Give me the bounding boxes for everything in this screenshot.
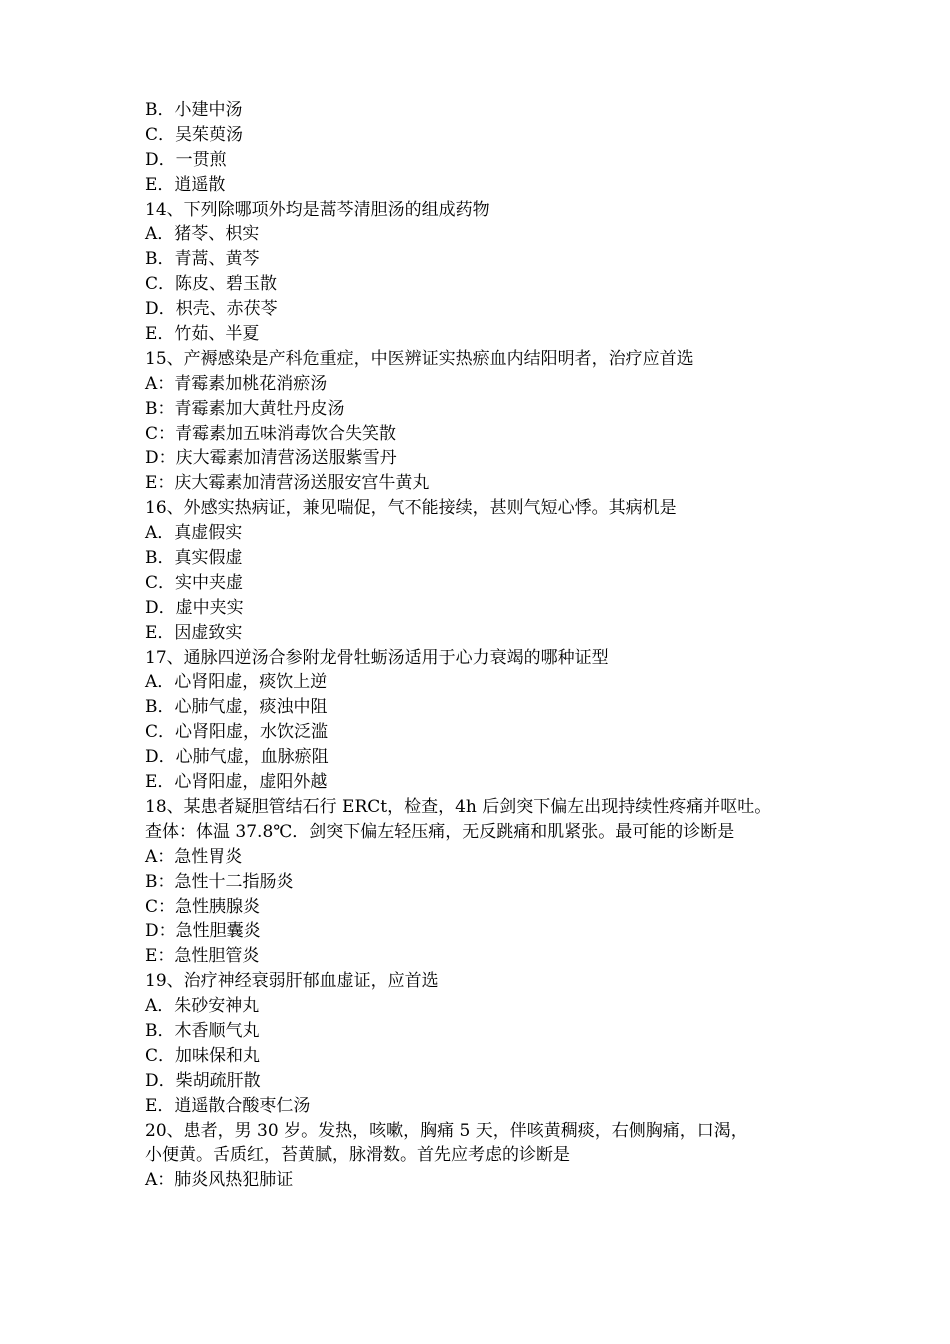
- text-line: 17、通脉四逆汤合参附龙骨牡蛎汤适用于心力衰竭的哪种证型: [145, 647, 609, 668]
- text-line: C．实中夹虚: [145, 572, 244, 593]
- text-line: D．柴胡疏肝散: [145, 1070, 261, 1091]
- text-line: D．心肺气虚，血脉瘀阻: [145, 747, 329, 768]
- text-line: D：庆大霉素加清营汤送服紫雪丹: [145, 448, 397, 469]
- text-line: C．心肾阳虚，水饮泛滥: [145, 722, 329, 743]
- text-line: B．小建中汤: [145, 100, 243, 120]
- text-line: E．因虚致实: [145, 622, 243, 643]
- text-line: E．竹茹、半夏: [145, 324, 260, 345]
- text-line: A：肺炎风热犯肺证: [145, 1170, 294, 1191]
- text-line: E：急性胆管炎: [145, 946, 260, 967]
- text-line: B．真实假虚: [145, 548, 243, 569]
- text-line: 18、某患者疑胆管结石行 ERCt，检查，4h 后剑突下偏左出现持续性疼痛并呕吐。: [145, 796, 772, 817]
- text-line: D．虚中夹实: [145, 597, 244, 618]
- text-line: 查体：体温 37.8℃．剑突下偏左轻压痛，无反跳痛和肌紧张。最可能的诊断是: [145, 821, 735, 842]
- text-line: C．加味保和丸: [145, 1045, 261, 1066]
- text-line: A．朱砂安神丸: [145, 996, 260, 1017]
- text-line: E：庆大霉素加清营汤送服安宫牛黄丸: [145, 473, 430, 494]
- text-line: D：急性胆囊炎: [145, 921, 261, 942]
- text-line: E．逍遥散: [145, 174, 226, 195]
- text-line: D．枳壳、赤茯苓: [145, 299, 278, 320]
- text-line: A．猪苓、枳实: [145, 224, 260, 245]
- text-line: C．陈皮、碧玉散: [145, 274, 278, 295]
- text-line: B．心肺气虚，痰浊中阻: [145, 697, 328, 718]
- text-line: A：急性胃炎: [145, 846, 243, 867]
- text-line: C：青霉素加五味消毒饮合失笑散: [145, 423, 397, 444]
- text-line: B．青蒿、黄芩: [145, 249, 260, 270]
- text-line: C．吴茱萸汤: [145, 124, 244, 145]
- text-line: E．逍遥散合酸枣仁汤: [145, 1095, 311, 1116]
- text-line: 20、患者，男 30 岁。发热，咳嗽，胸痛 5 天，伴咳黄稠痰，右侧胸痛，口渴，: [145, 1120, 748, 1141]
- text-line: B：急性十二指肠炎: [145, 871, 294, 892]
- text-line: E．心肾阳虚，虚阳外越: [145, 772, 328, 793]
- text-line: A．真虚假实: [145, 523, 243, 544]
- text-line: 14、下列除哪项外均是蒿芩清胆汤的组成药物: [145, 199, 490, 220]
- text-line: 小便黄。舌质红，苔黄腻，脉滑数。首先应考虑的诊断是: [145, 1145, 570, 1166]
- text-line: 16、外感实热病证，兼见喘促，气不能接续，甚则气短心悸。其病机是: [145, 498, 677, 519]
- document-text: [145, 98, 825, 1193]
- text-line: B：青霉素加大黄牡丹皮汤: [145, 398, 345, 419]
- text-line: C：急性胰腺炎: [145, 896, 261, 917]
- text-line: 19、治疗神经衰弱肝郁血虚证，应首选: [145, 971, 439, 992]
- text-line: D．一贯煎: [145, 149, 227, 170]
- text-line: A．心肾阳虚，痰饮上逆: [145, 672, 328, 693]
- text-line: B．木香顺气丸: [145, 1020, 260, 1041]
- text-line: 15、产褥感染是产科危重症，中医辨证实热瘀血内结阳明者，治疗应首选: [145, 348, 694, 369]
- text-line: A：青霉素加桃花消瘀汤: [145, 373, 328, 394]
